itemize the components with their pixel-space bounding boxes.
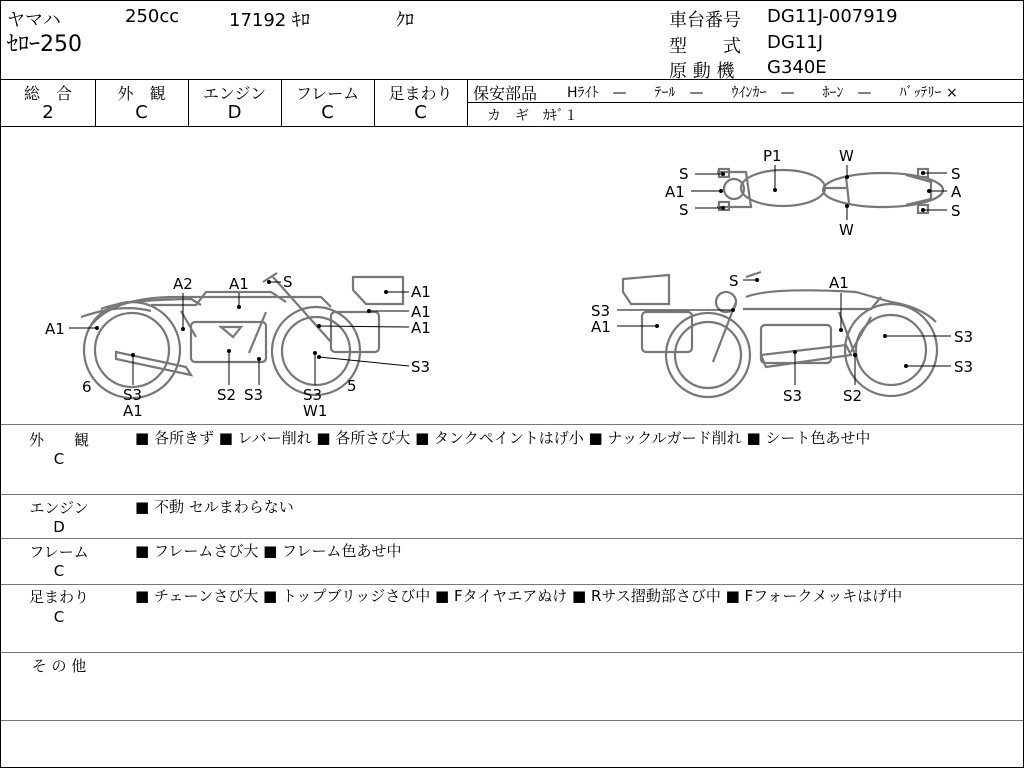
label-s3: S3 [591, 302, 611, 320]
maker: ヤマハ [7, 10, 61, 31]
label-s3: S3 [123, 386, 143, 404]
label-6: 6 [82, 378, 92, 396]
score-frame: C [321, 102, 334, 123]
note-grade-engine: D [53, 518, 65, 536]
frame-number-label: 車台番号 [669, 10, 741, 31]
mileage: 17192 ｷﾛ [229, 10, 310, 31]
note-text-exterior: ■ 各所きず ■ レバー削れ ■ 各所さび大 ■ タンクペイントはげ小 ■ ナックルガード削れ ■ シート色あせ中 [135, 429, 871, 447]
label-a1: A1 [229, 275, 249, 293]
note-title-other: そ の 他 [31, 657, 87, 675]
label-w: W [839, 221, 854, 239]
score-overall: 2 [42, 102, 54, 123]
type-label: 型 式 [669, 36, 741, 57]
label-a1: A1 [123, 402, 143, 420]
label-s3: S3 [783, 387, 803, 405]
color: ｸﾛ [396, 10, 414, 31]
safety-parts-label: 保安部品 [473, 84, 538, 103]
label-w1: W1 [303, 402, 328, 420]
label-a: A [951, 183, 962, 201]
label-w: W [839, 147, 854, 165]
key-info: カ ギ ｶｷﾞ１ [487, 108, 578, 124]
label-5: 5 [347, 377, 357, 395]
label-s: S [679, 165, 689, 183]
damage-diagram [1, 127, 1023, 423]
note-text-suspension: ■ チェーンさび大 ■ トップブリッジさび中 ■ Fタイヤエアぬけ ■ Rサス摺動部さび中 ■ Fフォークメッキはげ中 [135, 587, 903, 605]
label-s: S [283, 273, 293, 291]
model-name: ｾﾛｰ250 [7, 32, 82, 57]
label-a2: A2 [173, 275, 193, 293]
label-s: S [729, 272, 739, 290]
score-exterior: C [135, 102, 148, 123]
label-s2: S2 [217, 386, 237, 404]
frame-number: DG11J-007919 [767, 6, 898, 27]
label-a1: A1 [411, 319, 431, 337]
label-s: S [951, 165, 961, 183]
label-a1: A1 [411, 283, 431, 301]
note-title-suspension: 足まわり [28, 588, 89, 606]
score-suspension: C [414, 102, 427, 123]
label-s3: S3 [303, 386, 323, 404]
score-header-frame: フレーム [295, 84, 360, 103]
bike-top-view [717, 169, 943, 213]
score-header-engine: エンジン [202, 84, 267, 103]
score-header-overall: 総 合 [23, 84, 72, 103]
label-s3: S3 [954, 328, 974, 346]
note-title-engine: エンジン [29, 499, 89, 517]
note-text-frame: ■ フレームさび大 ■ フレーム色あせ中 [135, 542, 402, 560]
note-title-exterior: 外 観 [28, 431, 89, 449]
left-damage-labels [45, 273, 431, 420]
label-s2: S2 [843, 387, 863, 405]
label-s: S [951, 202, 961, 220]
score-header-suspension: 足まわり [388, 84, 453, 103]
score-engine: D [227, 102, 242, 123]
label-a1: A1 [591, 318, 611, 336]
engine-model-label: 原 動 機 [669, 61, 735, 82]
label-s3: S3 [954, 358, 974, 376]
label-p1: P1 [763, 147, 782, 165]
label-a1: A1 [411, 303, 431, 321]
label-a1: A1 [829, 274, 849, 292]
displacement: 250cc [125, 6, 180, 27]
engine-model: G340E [767, 57, 827, 78]
top-damage-labels [665, 147, 962, 239]
bike-right-view [623, 272, 937, 397]
label-s: S [679, 201, 689, 219]
label-s3: S3 [244, 386, 264, 404]
label-a1: A1 [45, 320, 65, 338]
note-grade-frame: C [53, 562, 65, 580]
note-title-frame: フレーム [29, 543, 89, 561]
label-s3: S3 [411, 358, 431, 376]
safety-parts-items: Hﾗｲﾄ — ﾃｰﾙ — ｳｲﾝｶｰ — ﾎｰﾝ — ﾊﾞｯﾃﾘｰ × [567, 85, 958, 101]
note-text-engine: ■ 不動 セルまわらない [135, 498, 294, 516]
note-grade-exterior: C [53, 450, 65, 468]
label-a1: A1 [665, 183, 685, 201]
type-value: DG11J [767, 32, 824, 53]
note-grade-suspension: C [53, 608, 65, 626]
score-header-exterior: 外 観 [117, 84, 166, 103]
